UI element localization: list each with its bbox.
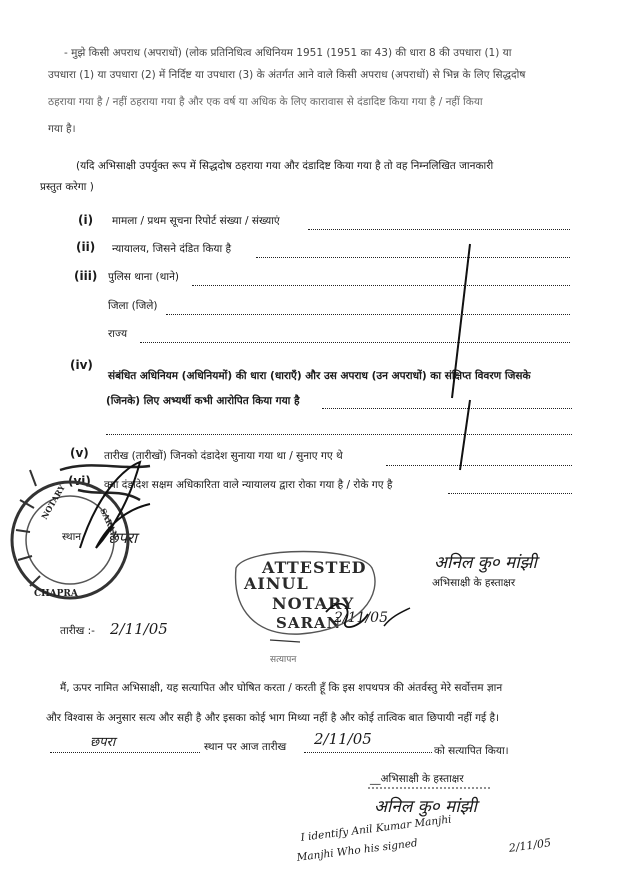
item-ii-number: (ii) bbox=[76, 240, 96, 254]
verification-heading: सत्यापन bbox=[270, 655, 297, 665]
item-iii-district: जिला (जिले) bbox=[108, 300, 158, 312]
place-label: स्थान bbox=[62, 531, 82, 543]
date-value: 2/11/05 bbox=[110, 620, 168, 638]
stamp-underline bbox=[270, 640, 300, 642]
notary-stamp-place: SARAN bbox=[276, 614, 342, 632]
verification-place-value: छपरा bbox=[90, 735, 116, 750]
item-i-number: (i) bbox=[78, 213, 94, 227]
notary-signature-tail bbox=[384, 608, 410, 626]
verification-date-value: 2/11/05 bbox=[314, 730, 372, 748]
attested-stamp-outline bbox=[236, 552, 375, 635]
seal-district-text: SARAN bbox=[98, 506, 121, 540]
round-seal bbox=[12, 470, 128, 599]
notary-stamp-attested: ATTESTED bbox=[262, 558, 367, 577]
identification-note-line-2: Manjhi Who his signed bbox=[296, 837, 419, 864]
item-strike-line-2 bbox=[460, 400, 470, 470]
notary-handwritten-date: 2/11/05 bbox=[334, 610, 388, 626]
notary-stamp-title: NOTARY bbox=[272, 594, 355, 613]
item-vi-number: (vi) bbox=[68, 474, 91, 488]
notary-stamp-name: AINUL bbox=[244, 574, 309, 593]
item-v-label: तारीख (तारीखों) जिनको दंडादेश सुनाया गया था / सुनाए गए थे bbox=[104, 450, 343, 462]
verification-line-1: मैं, ऊपर नामित अभिसाक्षी, यह सत्यापित और घोषित करता / करती हूँ कि इस शपथपत्र की अंतर्वस्तु मेरे सर्वोत्तम ज्ञान bbox=[60, 682, 503, 694]
intro-line-3: ठहराया गया है / नहीं ठहराया गया है और एक वर्ष या अधिक के लिए कारावास से दंडादिष्ट किया गया है / नहीं किया bbox=[48, 96, 483, 108]
item-iii-label: पुलिस थाना (थाने) bbox=[108, 271, 180, 283]
item-vi-label: क्या दंडादेश सक्षम अधिकारिता वाले न्यायालय द्वारा रोका गया है / रोके गए है bbox=[104, 479, 393, 491]
footer-signature-caption: __अभिसाक्षी के हस्ताक्षर bbox=[370, 773, 464, 785]
seal-place-text: CHAPRA bbox=[34, 589, 78, 599]
item-iv-line-1: संबंधित अधिनियम (अधिनियमों) की धारा (धाराएँ) और उस अपराध (उन अपराधों) का संक्षिप्त विवरण जिसके bbox=[108, 370, 531, 382]
seal-title-text: NOTARY bbox=[39, 482, 67, 521]
footer-handwritten-signature: अनिल कु० मांझी bbox=[374, 797, 477, 817]
instruction-line-1: (यदि अभिसाक्षी उपर्युक्त रूप में सिद्धदोष ठहराया गया और दंडादिष्ट किया गया है तो वह निम्नलिखित जानकारी bbox=[76, 160, 494, 172]
instruction-line-2: प्रस्तुत करेगा ) bbox=[40, 181, 94, 193]
item-strike-line-1 bbox=[452, 244, 470, 398]
item-i-label: मामला / प्रथम सूचना रिपोर्ट संख्या / संख्याएं bbox=[112, 215, 280, 227]
deponent-handwritten-signature: अनिल कु० मांझी bbox=[434, 553, 537, 573]
item-ii-label: न्यायालय, जिसने दंडित किया है bbox=[112, 243, 232, 255]
date-label: तारीख :- bbox=[60, 625, 95, 637]
verification-place-mid: स्थान पर आज तारीख bbox=[204, 741, 287, 753]
item-v-number: (v) bbox=[70, 446, 89, 460]
identification-note-line-1: I identify Anil Kumar Manjhi bbox=[300, 813, 453, 844]
deponent-signature-caption: अभिसाक्षी के हस्ताक्षर bbox=[432, 577, 516, 589]
intro-line-4: गया है। bbox=[48, 123, 76, 135]
identification-note-date: 2/11/05 bbox=[508, 836, 552, 855]
item-iv-number: (iv) bbox=[70, 358, 93, 372]
notary-signature-stroke bbox=[326, 604, 368, 627]
place-value: छपरा bbox=[108, 529, 138, 547]
item-iv-line-2: (जिनके) लिए अभ्यर्थी कभी आरोपित किया गया है bbox=[106, 395, 300, 407]
item-iii-state: राज्य bbox=[108, 328, 128, 340]
item-iii-number: (iii) bbox=[74, 269, 98, 283]
verification-line-2: और विश्वास के अनुसार सत्य और सही है और इसका कोई भाग मिथ्या नहीं है और कोई तात्विक बात छिपायी नहीं गई है। bbox=[46, 712, 500, 724]
verification-end: को सत्यापित किया। bbox=[434, 745, 509, 757]
intro-line-2: उपधारा (1) या उपधारा (2) में निर्दिष्ट या उपधारा (3) के अंतर्गत आने वाले किसी अपराध (अपराधों) से भिन्न के लिए सिद्धदोष bbox=[48, 69, 526, 81]
intro-line-1: - मुझे किसी अपराध (अपराधों) (लोक प्रतिनिधित्व अधिनियम 1951 (1951 का 43) की धारा 8 की उपधारा (1) या bbox=[64, 47, 512, 59]
